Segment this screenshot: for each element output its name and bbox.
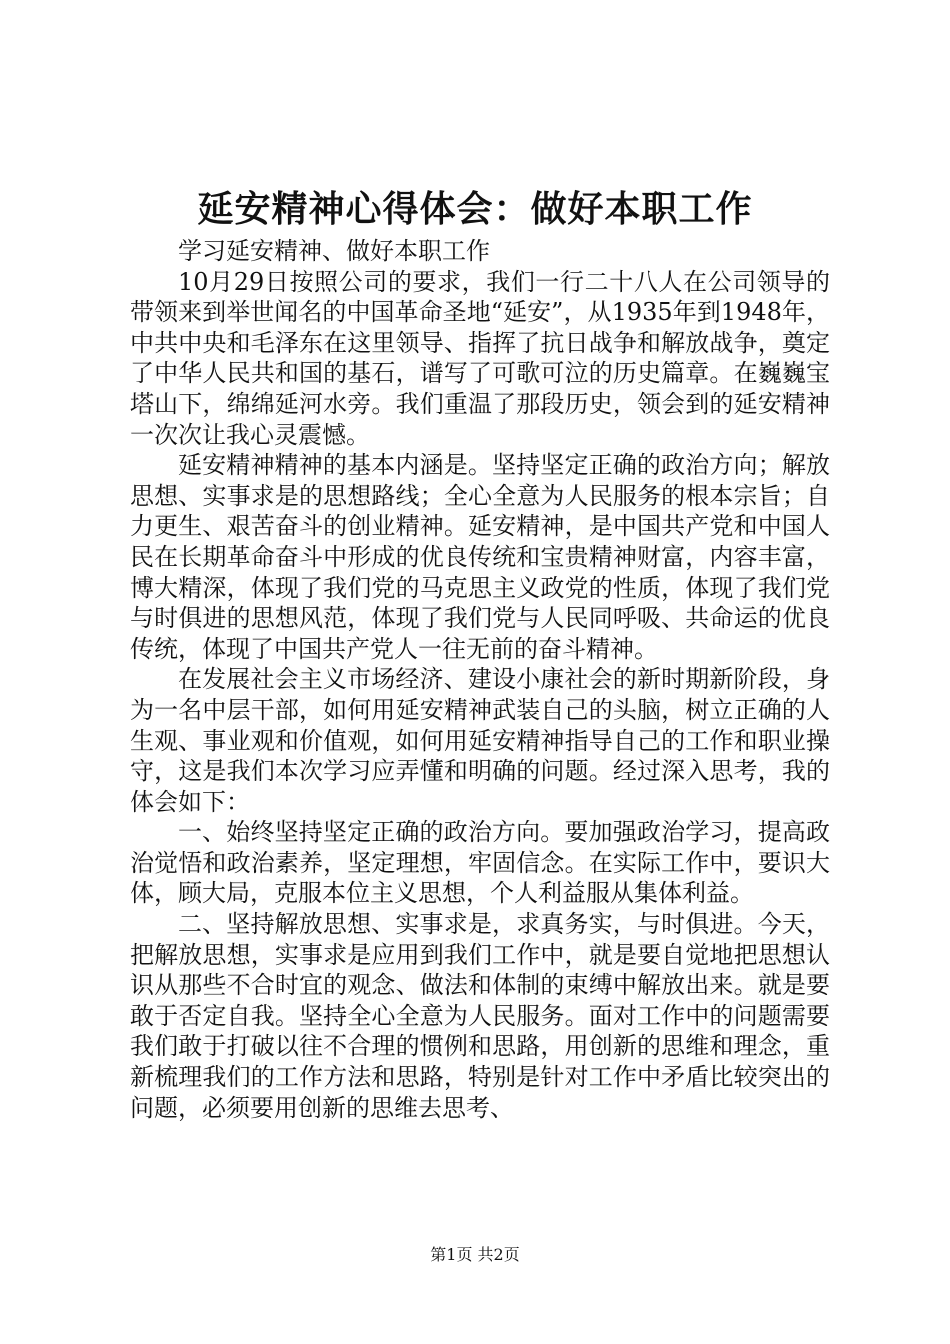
paragraph-4: 一、始终坚持坚定正确的政治方向。要加强政治学习，提高政治觉悟和政治素养，坚定理想，牢固信念。在实际工作中，要识大体，顾大局，克服本位主义思想，个人利益服从集体利益。 (130, 818, 830, 908)
paragraph-3: 在发展社会主义市场经济、建设小康社会的新时期新阶段，身为一名中层干部，如何用延安精神武装自己的头脑，树立正确的人生观、事业观和价值观，如何用延安精神指导自己的工作和职业操守，这是我们本次学习应弄懂和明确的问题。经过深入思考，我的体会如下： (130, 665, 830, 816)
paragraph-5: 二、坚持解放思想、实事求是，求真务实，与时俱进。今天，把解放思想，实事求是应用到我们工作中，就是要自觉地把思想认识从那些不合时宜的观念、做法和体制的束缚中解放出来。就是要敢于否定自我。坚持全心全意为人民服务。面对工作中的问题需要我们敢于打破以往不合理的惯例和思路，用创新的思维和理念，重新梳理我们的工作方法和思路，特别是针对工作中矛盾比较突出的问题，必须要用创新的思维去思考、 (130, 910, 830, 1122)
page-number: 第1页 共2页 (430, 1245, 520, 1264)
document-body (130, 236, 830, 1123)
paragraph-2: 延安精神精神的基本内涵是。坚持坚定正确的政治方向；解放思想、实事求是的思想路线；全心全意为人民服务的根本宗旨；自力更生、艰苦奋斗的创业精神。延安精神，是中国共产党和中国人民在长期革命奋斗中形成的优良传统和宝贵精神财富，内容丰富，博大精深，体现了我们党的马克思主义政党的性质，体现了我们党与时俱进的思想风范，体现了我们党与人民同呼吸、共命运的优良传统，体现了中国共产党人一往无前的奋斗精神。 (130, 451, 830, 663)
document-subtitle: 学习延安精神、做好本职工作 (178, 237, 490, 265)
paragraph-1: 10月29日按照公司的要求，我们一行二十八人在公司领导的带领来到举世闻名的中国革命圣地“延安”，从1935年到1948年，中共中央和毛泽东在这里领导、指挥了抗日战争和解放战争，奠定了中华人民共和国的基石，谱写了可歌可泣的历史篇章。在巍巍宝塔山下，绵绵延河水旁。我们重温了那段历史，领会到的延安精神一次次让我心灵震憾。 (130, 267, 830, 449)
document-title: 延安精神心得体会：做好本职工作 (197, 188, 753, 230)
